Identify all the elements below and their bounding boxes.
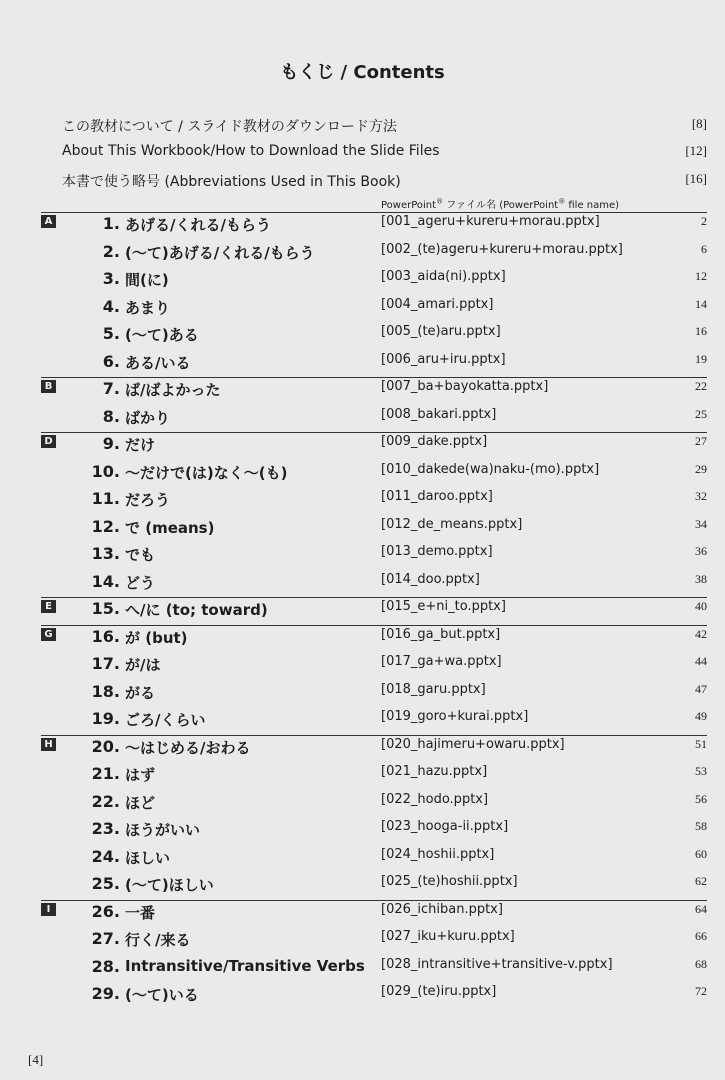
entry-label: ほど bbox=[125, 793, 156, 812]
entry-page: 53 bbox=[695, 764, 707, 778]
entry-file-name: [002_(te)ageru+kureru+morau.pptx] bbox=[381, 241, 623, 257]
toc-entry bbox=[0, 214, 725, 238]
toc-entry bbox=[0, 984, 725, 1008]
section-divider bbox=[41, 212, 707, 213]
entry-label: 間(に) bbox=[125, 271, 169, 289]
entry-label: 〜はじめる/おわる bbox=[125, 738, 251, 757]
toc-entry bbox=[0, 819, 725, 843]
toc-entry bbox=[0, 297, 725, 321]
front-matter-text: 本書で使う略号 (Abbreviations Used in This Book) bbox=[62, 174, 401, 190]
entry-page: 42 bbox=[695, 626, 707, 641]
entry-file-name: [001_ageru+kureru+morau.pptx] bbox=[381, 214, 600, 229]
entry-number: 4. bbox=[102, 296, 120, 316]
toc-entry bbox=[0, 627, 725, 651]
section-divider bbox=[41, 900, 707, 901]
section-divider bbox=[41, 625, 707, 626]
entry-page: 29 bbox=[695, 461, 707, 476]
entry-page: 62 bbox=[695, 874, 707, 888]
section-letter-badge: E bbox=[41, 600, 56, 613]
section-letter-badge: B bbox=[41, 380, 56, 393]
entry-number: 6. bbox=[102, 351, 120, 371]
entry-page: 27 bbox=[695, 434, 707, 448]
entry-label: (〜て)あげる/くれる/もらう bbox=[125, 243, 315, 262]
ppt-header-post: file name) bbox=[565, 200, 620, 211]
entry-page: 60 bbox=[695, 846, 707, 861]
entry-number: 19. bbox=[91, 709, 120, 728]
entry-number: 2. bbox=[102, 241, 120, 261]
entry-file-name: [012_de_means.pptx] bbox=[381, 516, 523, 532]
entry-number: 16. bbox=[91, 626, 120, 646]
entry-label: だろう bbox=[125, 491, 171, 509]
toc-entry bbox=[0, 407, 725, 431]
entry-number: 28. bbox=[91, 956, 120, 976]
entry-file-name: [023_hooga-ii.pptx] bbox=[381, 819, 509, 834]
entry-page: 58 bbox=[695, 819, 707, 833]
toc-entry bbox=[0, 709, 725, 733]
entry-page: 40 bbox=[695, 599, 707, 613]
entry-page: 66 bbox=[695, 929, 707, 943]
entry-label: ば/ばよかった bbox=[125, 381, 221, 399]
entry-file-name: [007_ba+bayokatta.pptx] bbox=[381, 379, 549, 394]
entry-label: どう bbox=[125, 573, 156, 592]
entry-file-name: [028_intransitive+transitive-v.pptx] bbox=[381, 956, 613, 972]
entry-label: ある/いる bbox=[125, 353, 191, 372]
entry-number: 3. bbox=[102, 269, 120, 288]
entry-page: 38 bbox=[695, 571, 707, 586]
entry-number: 20. bbox=[91, 736, 120, 756]
ppt-header-pre: PowerPoint bbox=[381, 200, 437, 211]
entry-label: (〜て)ほしい bbox=[125, 876, 214, 894]
entry-file-name: [008_bakari.pptx] bbox=[381, 406, 497, 422]
entry-file-name: [018_garu.pptx] bbox=[381, 681, 486, 697]
entry-label: あまり bbox=[125, 298, 171, 317]
toc-entry bbox=[0, 792, 725, 816]
toc-entry bbox=[0, 847, 725, 871]
entry-number: 22. bbox=[91, 791, 120, 811]
toc-entry bbox=[0, 874, 725, 898]
entry-label: へ/に (to; toward) bbox=[125, 601, 268, 619]
entry-file-name: [003_aida(ni).pptx] bbox=[381, 269, 506, 284]
entry-file-name: [019_goro+kurai.pptx] bbox=[381, 709, 529, 724]
entry-label: はず bbox=[125, 766, 156, 784]
entry-number: 15. bbox=[91, 599, 120, 618]
entry-page: 14 bbox=[695, 296, 707, 311]
entry-file-name: [011_daroo.pptx] bbox=[381, 489, 493, 504]
section-divider bbox=[41, 597, 707, 598]
toc-entry bbox=[0, 434, 725, 458]
page-number: [4] bbox=[28, 1052, 44, 1067]
toc-entry bbox=[0, 764, 725, 788]
toc-entry bbox=[0, 929, 725, 953]
toc-entry bbox=[0, 544, 725, 568]
entry-file-name: [004_amari.pptx] bbox=[381, 296, 494, 312]
toc-entry bbox=[0, 324, 725, 348]
entry-page: 36 bbox=[695, 544, 707, 558]
entry-page: 19 bbox=[695, 351, 707, 366]
entry-label: ごろ/くらい bbox=[125, 711, 206, 729]
front-matter-page: [16] bbox=[685, 171, 707, 186]
section-letter-badge: G bbox=[41, 628, 56, 641]
entry-page: 12 bbox=[695, 269, 707, 283]
section-divider bbox=[41, 735, 707, 736]
entry-label: でも bbox=[125, 546, 156, 564]
entry-label: ばかり bbox=[125, 408, 171, 427]
entry-page: 51 bbox=[695, 736, 707, 751]
powerpoint-filename-header bbox=[381, 196, 619, 211]
section-letter-badge: H bbox=[41, 738, 56, 751]
entry-label: ほしい bbox=[125, 848, 171, 867]
entry-page: 47 bbox=[695, 681, 707, 696]
toc-entry bbox=[0, 489, 725, 513]
entry-page: 16 bbox=[695, 324, 707, 338]
entry-label: がる bbox=[125, 683, 156, 702]
toc-entry bbox=[0, 462, 725, 486]
entry-number: 11. bbox=[91, 489, 120, 508]
entry-label: だけ bbox=[125, 436, 156, 454]
page-title: もくじ / Contents bbox=[280, 62, 445, 83]
front-matter-page: [12] bbox=[685, 143, 707, 158]
front-matter-page: [8] bbox=[691, 116, 707, 131]
entry-number: 1. bbox=[102, 214, 120, 233]
entry-number: 29. bbox=[91, 984, 120, 1003]
entry-page: 34 bbox=[695, 516, 707, 531]
entry-file-name: [010_dakede(wa)naku-(mo).pptx] bbox=[381, 461, 600, 477]
entry-page: 25 bbox=[695, 406, 707, 421]
ppt-header-mid: ファイル名 (PowerPoint bbox=[443, 200, 559, 211]
entry-label: 一番 bbox=[125, 903, 156, 922]
entry-page: 6 bbox=[701, 241, 707, 256]
entry-file-name: [021_hazu.pptx] bbox=[381, 764, 488, 779]
entry-file-name: [016_ga_but.pptx] bbox=[381, 626, 501, 642]
entry-label: 行く/来る bbox=[125, 931, 191, 949]
entry-number: 5. bbox=[102, 324, 120, 343]
entry-label: 〜だけで(は)なく〜(も) bbox=[125, 463, 288, 482]
entry-file-name: [020_hajimeru+owaru.pptx] bbox=[381, 736, 565, 752]
entry-file-name: [014_doo.pptx] bbox=[381, 571, 480, 587]
entry-number: 24. bbox=[91, 846, 120, 866]
entry-page: 72 bbox=[695, 984, 707, 998]
section-divider bbox=[41, 432, 707, 433]
entry-page: 56 bbox=[695, 791, 707, 806]
entry-file-name: [025_(te)hoshii.pptx] bbox=[381, 874, 518, 889]
entry-label: ほうがいい bbox=[125, 821, 201, 839]
toc-entry bbox=[0, 682, 725, 706]
toc-entry bbox=[0, 242, 725, 266]
section-letter-badge: A bbox=[41, 215, 56, 228]
toc-entry bbox=[0, 572, 725, 596]
toc-entry bbox=[0, 517, 725, 541]
entry-page: 32 bbox=[695, 489, 707, 503]
entry-number: 26. bbox=[91, 901, 120, 921]
entry-file-name: [022_hodo.pptx] bbox=[381, 791, 489, 807]
toc-entry bbox=[0, 599, 725, 623]
entry-file-name: [013_demo.pptx] bbox=[381, 544, 493, 559]
entry-label: で (means) bbox=[125, 518, 215, 537]
front-matter-text: この教材について / スライド教材のダウンロード方法 bbox=[62, 119, 397, 135]
entry-page: 64 bbox=[695, 901, 707, 916]
toc-entry bbox=[0, 957, 725, 981]
entry-file-name: [015_e+ni_to.pptx] bbox=[381, 599, 506, 614]
toc-entry bbox=[0, 269, 725, 293]
toc-entry bbox=[0, 654, 725, 678]
entry-number: 18. bbox=[91, 681, 120, 701]
entry-page: 22 bbox=[695, 379, 707, 393]
entry-page: 49 bbox=[695, 709, 707, 723]
front-matter-text: About This Workbook/How to Download the Slide Files bbox=[62, 143, 440, 159]
entry-label: が/は bbox=[125, 656, 161, 674]
entry-file-name: [027_iku+kuru.pptx] bbox=[381, 929, 515, 944]
section-divider bbox=[41, 377, 707, 378]
entry-file-name: [026_ichiban.pptx] bbox=[381, 901, 503, 917]
section-letter-badge: I bbox=[41, 903, 56, 916]
entry-number: 17. bbox=[91, 654, 120, 673]
toc-entry bbox=[0, 902, 725, 926]
entry-number: 27. bbox=[91, 929, 120, 948]
entry-file-name: [006_aru+iru.pptx] bbox=[381, 351, 506, 367]
registered-mark: ® bbox=[558, 197, 566, 206]
entry-number: 13. bbox=[91, 544, 120, 563]
entry-label: あげる/くれる/もらう bbox=[125, 216, 271, 234]
entry-file-name: [029_(te)iru.pptx] bbox=[381, 984, 497, 999]
entry-number: 25. bbox=[91, 874, 120, 893]
toc-entry bbox=[0, 379, 725, 403]
entry-page: 68 bbox=[695, 956, 707, 971]
registered-mark: ® bbox=[436, 197, 444, 206]
entry-number: 9. bbox=[102, 434, 120, 453]
entry-label: (〜て)いる bbox=[125, 986, 199, 1004]
section-letter-badge: D bbox=[41, 435, 56, 448]
entry-file-name: [009_dake.pptx] bbox=[381, 434, 488, 449]
entry-label: Intransitive/Transitive Verbs bbox=[125, 956, 365, 975]
entry-number: 14. bbox=[91, 571, 120, 591]
entry-label: (〜て)ある bbox=[125, 326, 199, 344]
entry-file-name: [024_hoshii.pptx] bbox=[381, 846, 495, 862]
toc-entry bbox=[0, 737, 725, 761]
entry-number: 8. bbox=[102, 406, 120, 426]
entry-label: が (but) bbox=[125, 628, 188, 647]
entry-file-name: [017_ga+wa.pptx] bbox=[381, 654, 502, 669]
entry-number: 21. bbox=[91, 764, 120, 783]
entry-page: 2 bbox=[701, 214, 707, 228]
entry-file-name: [005_(te)aru.pptx] bbox=[381, 324, 501, 339]
entry-page: 44 bbox=[695, 654, 707, 668]
entry-number: 7. bbox=[102, 379, 120, 398]
entry-number: 23. bbox=[91, 819, 120, 838]
toc-entry bbox=[0, 352, 725, 376]
entry-number: 12. bbox=[91, 516, 120, 536]
entry-number: 10. bbox=[91, 461, 120, 481]
